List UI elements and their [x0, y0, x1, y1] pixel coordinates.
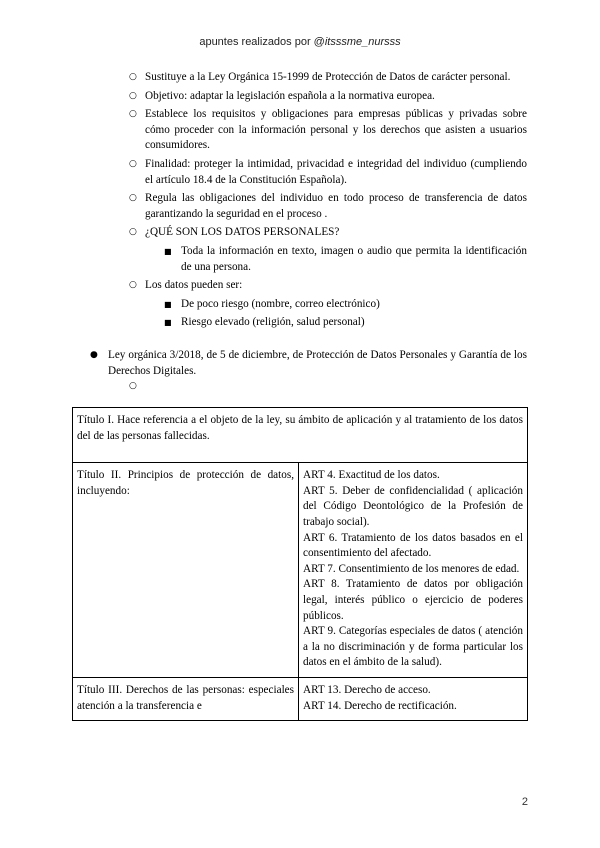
- page-number: 2: [521, 796, 528, 808]
- list-item: ○ Los datos pueden ser:: [129, 279, 243, 292]
- article-item: ART 8. Tratamiento de datos por obligación legal, interés público o ejercicio de poderes públicos.: [303, 578, 523, 622]
- article-item: ART 7. Consentimiento de los menores de edad.: [303, 562, 520, 575]
- sub-list-item: ■ Toda la información en texto, imagen o audio que permita la identificación de una persona.: [164, 244, 527, 273]
- article-item: ART 13. Derecho de acceso.: [303, 683, 431, 696]
- table-row: [73, 408, 528, 463]
- article-item: ART 4. Exactitud de los datos.: [303, 469, 440, 482]
- document-body: [0, 70, 600, 395]
- titles-table: [72, 407, 528, 721]
- header-handle: itsssme_nursss: [324, 36, 401, 48]
- article-item: ART 6. Tratamiento de los datos basados en el consentimiento del afectado.: [303, 531, 523, 560]
- list-item: ○ Finalidad: proteger la intimidad, privacidad e integridad del individuo (cumpliendo el artículo 18.4 de la Constitución Española).: [129, 157, 527, 186]
- list-item: ○ Objetivo: adaptar la legislación española a la normativa europea.: [129, 89, 435, 102]
- table-row: [73, 677, 528, 720]
- article-item: ART 14. Derecho de rectificación.: [303, 699, 457, 712]
- law-item: ● Ley orgánica 3/2018, de 5 de diciembre, de Protección de Datos Personales y Garantía de los Derechos Digitales.: [90, 348, 527, 377]
- sub-list-item: ■ Riesgo elevado (religión, salud personal): [164, 316, 365, 329]
- table-row: [73, 463, 528, 678]
- titulo-3-cell: Título III. Derechos de las personas: especiales atención a la transferencia e: [73, 677, 299, 720]
- titulo-2-cell: Título II. Principios de protección de datos, incluyendo:: [73, 463, 299, 678]
- sub-list-item: ■ De poco riesgo (nombre, correo electrónico): [164, 297, 380, 310]
- article-item: ART 9. Categorías especiales de datos ( atención a la no discriminación y de forma particular los datos en el ámbito de la salud).: [303, 625, 523, 669]
- titulo-1-cell: Título I. Hace referencia a el objeto de la ley, su ámbito de aplicación y al tratamiento de los datos del de las personas fallecidas.: [73, 408, 528, 463]
- list-item: ○ Regula las obligaciones del individuo en todo proceso de transferencia de datos garantizando la seguridad en el proceso .: [129, 192, 527, 220]
- list-item: ○ Establece los requisitos y obligaciones para empresas públicas y privadas sobre cómo proceder con la información personal y los derechos que asisten a usuarios consumidores.: [129, 108, 527, 152]
- list-item: ○ Sustituye a la Ley Orgánica 15-1999 de Protección de Datos de carácter personal.: [129, 71, 511, 83]
- page-header: [0, 36, 600, 48]
- article-item: ART 5. Deber de confidencialidad ( aplicación del Código Deontológico de la Profesión de trabajo social).: [303, 484, 523, 528]
- empty-list-item: ○: [129, 380, 137, 391]
- titulo-3-articles: [299, 677, 528, 720]
- titulo-2-articles: [299, 463, 528, 678]
- list-item: ○ ¿QUÉ SON LOS DATOS PERSONALES?: [129, 226, 340, 239]
- header-prefix: apuntes realizados por @: [199, 36, 325, 48]
